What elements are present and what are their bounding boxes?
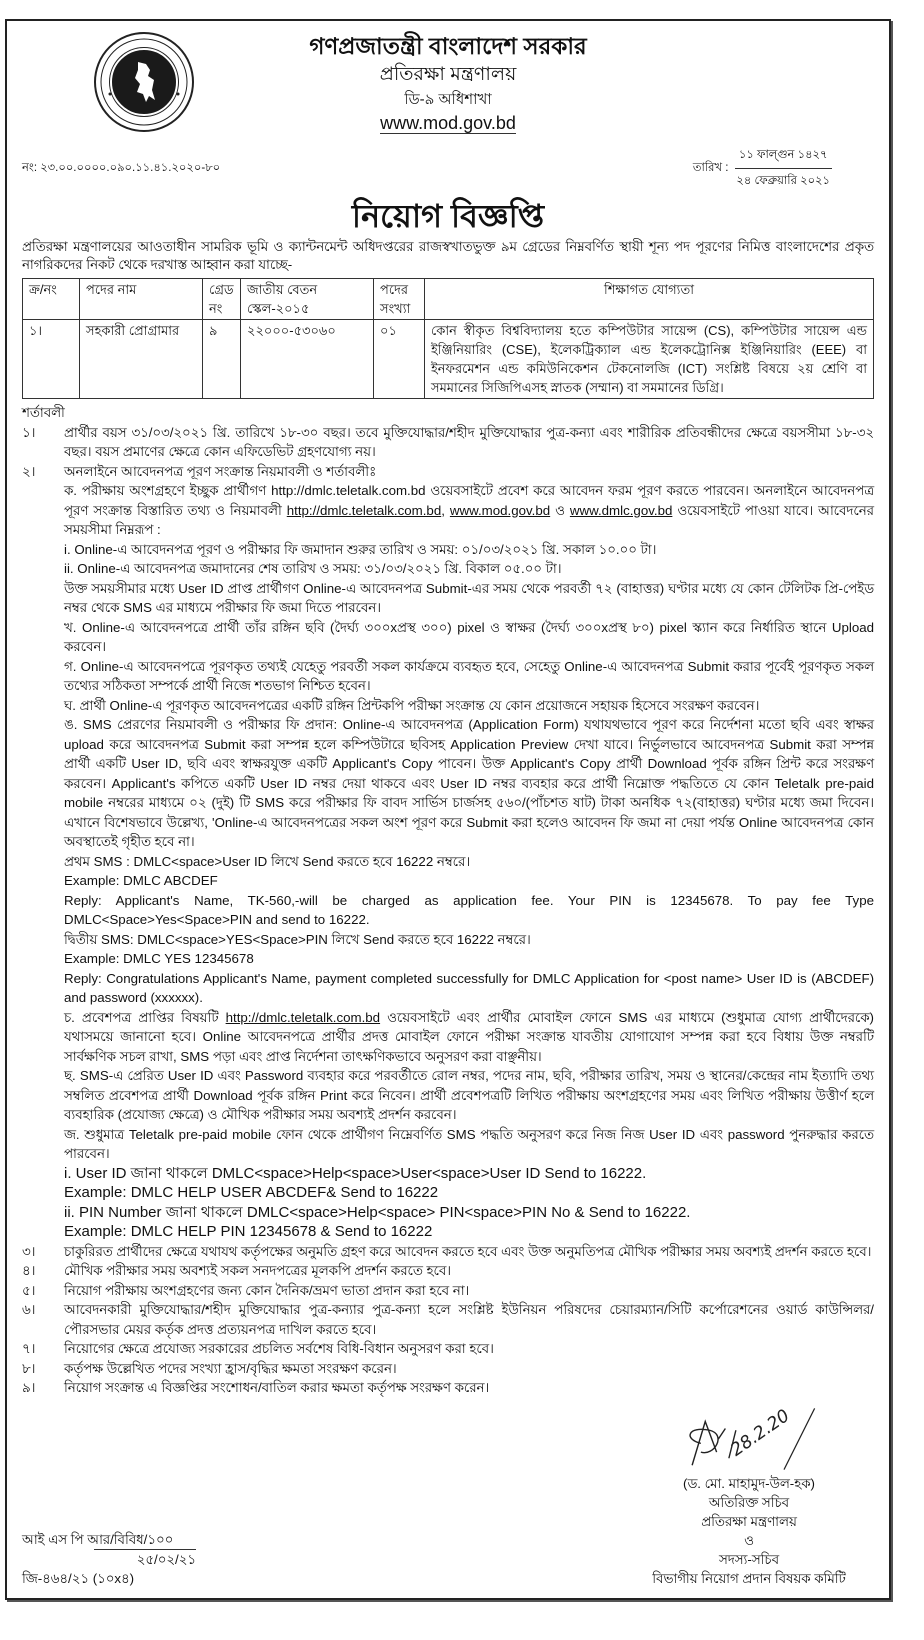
condition-paragraph: প্রথম SMS : DMLC<space>User ID লিখে Send করতে হবে 16222 নম্বরে। bbox=[64, 853, 471, 869]
ministry-name: প্রতিরক্ষা মন্ত্রণালয় bbox=[379, 64, 517, 85]
condition-paragraph: খ. Online-এ আবেদনপত্রে প্রার্থী তাঁর রঙ্গিন ছবি (দৈর্ঘ্য ৩০০xপ্রস্থ ৩০০) pixel ও স্বাক্ষর (দৈর্ঘ্য ৩০০xপ্রস্থ ৮০) pixel স্ক্যান করে নির্ধারিত স্থানে Upload করবেন। bbox=[64, 619, 874, 654]
svg-text:28.2.20: 28.2.20 bbox=[727, 1405, 794, 1461]
condition-number: ১। bbox=[22, 424, 36, 440]
website-link: http://dmlc.teletalk.com.bd bbox=[286, 502, 442, 518]
cell-post-count: ০১ bbox=[374, 320, 425, 399]
condition-item bbox=[22, 1242, 874, 1262]
condition-paragraph: Example: DMLC ABCDEF bbox=[64, 873, 218, 888]
memo-number: নং: ২৩.০০.০০০০.০৯০.১১.৪১.২০২০-৮০ bbox=[22, 162, 221, 174]
header-serial: ক্র/নং bbox=[23, 279, 80, 320]
header-qualification: শিক্ষাগত যোগ্যতা bbox=[425, 279, 874, 320]
signature-block bbox=[652, 1474, 846, 1588]
condition-paragraph: ছ. SMS-এ প্রেরিত User ID এবং Password ব্যবহার করে পরবর্তীতে রোল নম্বর, পদের নাম, ছবি, পরীক্ষার তারিখ, সময় ও স্থানের/কেন্দ্রের নাম ইত্যাদি তথ্য সম্বলিত প্রবেশপত্র প্রার্থী Download পূর্বক রঙ্গিন Print করে নিবেন। প্রার্থী প্রবেশপত্রটি লিখিত পরীক্ষায় অংশগ্রহণের সময় এবং লিখিত পরীক্ষায় উত্তীর্ণ হলে ব্যবহারিক (প্রযোজ্য ক্ষেত্রে) ও মৌখিক পরীক্ষার সময় অবশ্যই প্রদর্শন করবেন। bbox=[64, 1068, 874, 1122]
conditions-section bbox=[22, 403, 874, 1398]
condition-paragraph: নিয়োগ সংক্রান্ত এ বিজ্ঞপ্তির সংশোধন/বাতিল করার ক্ষমতা কর্তৃপক্ষ সংরক্ষণ করেন। bbox=[64, 1380, 490, 1395]
condition-number: ৩। bbox=[22, 1243, 36, 1259]
signatory-office: প্রতিরক্ষা মন্ত্রণালয় bbox=[701, 1513, 797, 1529]
signatory-and: ও bbox=[744, 1532, 754, 1548]
ispr-reference: আই এস পি আর/বিবিধ/১০০ bbox=[22, 1531, 174, 1547]
condition-paragraph: জ. শুধুমাত্র Teletalk pre-paid mobile ফোন থেকে প্রার্থীগণ নিম্নেবর্ণিত SMS পদ্ধতি অনুসরণ করে নিজ নিজ User ID এবং password পুনরুদ্ধার করতে পারবেন। bbox=[64, 1126, 874, 1161]
condition-item bbox=[22, 1339, 874, 1359]
condition-paragraph: i. User ID জানা থাকলে DMLC<space>Help<space>User<space>User ID Send to 16222. bbox=[64, 1164, 647, 1182]
intro-paragraph: প্রতিরক্ষা মন্ত্রণালয়ের আওতাধীন সামরিক ভূমি ও ক্যান্টনমেন্ট অধিদপ্তরের রাজস্বখাতভুক্ত ৯ম গ্রেডের নিম্নবর্ণিত স্থায়ী শূন্য পদ পূরণের নিমিত্ত বাংলাদেশের প্রকৃত নাগরিকদের নিকট থেকে দরখাস্ত আহ্বান করা যাচ্ছে- bbox=[22, 239, 874, 272]
cell-pay-scale: ২২০০০-৫৩০৬০ bbox=[241, 320, 374, 399]
bottom-section bbox=[22, 1404, 874, 1588]
text-segment: ক. পরীক্ষায় অংশগ্রহণে ইচ্ছুক প্রার্থীগণ http://dmlc.teletalk.com.bd ওয়েবসাইটে প্রবেশ করে আবেদন ফরম পূরণ করতে পারবেন। অনলাইনে আবেদনপত্র পূরণ সংক্রান্ত বিস্তারিত তথ্য ও নিয়মাবলী bbox=[64, 483, 874, 518]
condition-paragraph: Example: DMLC HELP USER ABCDEF& Send to 16222 bbox=[64, 1184, 439, 1201]
condition-item bbox=[22, 1359, 874, 1379]
condition-paragraph: i. Online-এ আবেদনপত্র পূরণ ও পরীক্ষার ফি জমাদান শুরুর তারিখ ও সময়: ০১/০৩/২০২১ খ্রি. সকাল ১০.০০ টা। bbox=[64, 541, 657, 557]
condition-number: ৮। bbox=[22, 1360, 36, 1376]
bangladesh-map-icon bbox=[132, 60, 158, 104]
condition-paragraph: চাকুরিরত প্রার্থীদের ক্ষেত্রে যথাযথ কর্তৃপক্ষের অনুমতি গ্রহণ করে আবেদন করতে হবে এবং উক্ত অনুমতিপত্র মৌখিক পরীক্ষার সময় অবশ্যই প্রদর্শন করতে হবে। bbox=[64, 1243, 872, 1259]
cell-qualification: কোন স্বীকৃত বিশ্ববিদ্যালয় হতে কম্পিউটার সায়েন্স (CS), কম্পিউটার সায়েন্স এন্ড ইঞ্জিনিয়ারিং (CSE), ইলেকট্রিক্যাল এন্ড ইলেকট্রোনিক্স ইঞ্জিনিয়ারিং (EEE) বা ইনফরমেশন এন্ড কমিউনিকেশন টেকনোলজি (ICT) সংশ্লিষ্ট বিষয়ে ২য় শ্রেণি বা সমমানের সিজিপিএসহ স্নাতক (সম্মান) বা সমমানের ডিগ্রি। bbox=[425, 320, 874, 399]
condition-paragraph: Reply: Congratulations Applicant's Name, payment completed successfully for DMLC Application for <post name> User ID is (ABCDEF) and password (xxxxxx). bbox=[64, 970, 874, 1005]
text-segment: ওয়েবসাইটে এবং প্রার্থীর মোবাইল ফোনে SMS এর মাধ্যমে (শুধুমাত্র যোগ্য প্রার্থীদেরকে) যথাসময়ে জানানো হবে। Online আবেদনপত্রে প্রার্থীর প্রদত্ত মোবাইল ফোনে পরীক্ষা সংক্রান্ত যাবতীয় যোগাযোগ সম্পন্ন করা হবে বিধায় উক্ত নম্বরটি সার্বক্ষণিক সচল রাখা, SMS পড়া এবং প্রাপ্ত নির্দেশনা তাৎক্ষণিকভাবে অনুসরণ করা বাঞ্ছনীয়। bbox=[64, 1009, 874, 1064]
cell-grade: ৯ bbox=[203, 320, 241, 399]
condition-number: ৭। bbox=[22, 1341, 36, 1356]
page-title: নিয়োগ বিজ্ঞপ্তি bbox=[351, 198, 545, 234]
signatory-name: (ড. মো. মাহামুদ-উল-হক) bbox=[683, 1475, 815, 1491]
date-block bbox=[693, 143, 834, 194]
date-label: তারিখ : bbox=[692, 162, 729, 174]
footer-block bbox=[22, 1530, 196, 1588]
website-link: www.mod.gov.bd bbox=[380, 113, 516, 133]
table-header-row bbox=[23, 279, 874, 320]
table-row bbox=[23, 320, 874, 399]
condition-text bbox=[64, 1339, 874, 1359]
condition-text bbox=[64, 1359, 874, 1379]
condition-paragraph: Reply: Applicant's Name, TK-560,-will be charged as application fee. Your PIN is 12345678. To pay fee Type DMLC<Space>Yes<Space>PIN and send to 16222. bbox=[64, 892, 874, 927]
condition-paragraph: উক্ত সময়সীমার মধ্যে User ID প্রাপ্ত প্রার্থীগণ Online-এ আবেদনপত্র Submit-এর সময় থেকে পরবর্তী ৭২ (বাহাত্তর) ঘণ্টার মধ্যে যে কোন টেলিটক প্রি-পেইড নম্বর থেকে SMS এর মাধ্যমে পরীক্ষার ফি জমা দিতে পারবেন। bbox=[64, 580, 874, 615]
condition-paragraph: গ. Online-এ আবেদনপত্রে পূরণকৃত তথ্যই যেহেতু পরবর্তী সকল কার্যক্রমে ব্যবহৃত হবে, সেহেতু Online-এ আবেদনপত্র Submit করার পূর্বেই পূরণকৃত সকল তথ্যের সঠিকতা সম্পর্কে প্রার্থী নিজে শতভাগ নিশ্চিত হবেন। bbox=[64, 658, 874, 693]
ispr-date: ২৫/০২/২১ bbox=[94, 1549, 196, 1569]
signatory-committee: বিভাগীয় নিয়োগ প্রদান বিষয়ক কমিটি bbox=[652, 1570, 846, 1586]
date-english: ২৪ ফেব্রুয়ারি ২০২১ bbox=[736, 175, 830, 187]
condition-text bbox=[64, 1261, 874, 1281]
date-values bbox=[732, 143, 834, 194]
branch-name: ডি-৯ অধিশাখা bbox=[404, 91, 492, 108]
condition-paragraph: ঙ. SMS প্রেরণের নিয়মাবলী ও পরীক্ষার ফি প্রদান: Online-এ আবেদনপত্র (Application Form) যথাযথভাবে পূরণ করে নির্দেশনা মতো ছবি এবং স্বাক্ষর upload করে আবেদনপত্র Submit করা সম্পন্ন হলে কম্পিউটারে ছবিসহ Application Preview দেখা যাবে। নির্ভুলভাবে আবেদনপত্র Submit করা সম্পন্ন প্রার্থী একটি User ID, ছবি এবং স্বাক্ষরযুক্ত একটি Applicant's Copy পাবেন। উক্ত Applicant's Copy প্রার্থী Download পূর্বক রঙ্গিন প্রিন্ট করে সংরক্ষণ করবেন। Applicant's কপিতে একটি User ID নম্বর দেয়া থাকবে এবং User ID নম্বর ব্যবহার করে প্রার্থী নিম্নোক্ত পদ্ধতিতে যে কোন Teletalk pre-paid mobile নম্বরের মাধ্যমে ০২ (দুই) টি SMS করে পরীক্ষার ফি বাবদ সার্ভিস চার্জসহ ৫৬০/(পাঁচশত ষাট) টাকা অনধিক ৭২(বাহাত্তর) ঘণ্টার মধ্যে জমা দিবেন। এখানে বিশেষভাবে উল্লেখ্য, 'Online-এ আবেদনপত্রের সকল অংশ পূরণ করে Submit করা হলেও আবেদন ফি জমা না দেয়া পর্যন্ত Online আবেদনপত্র কোন অবস্থাতেই গৃহীত হবে না। bbox=[64, 717, 874, 849]
condition-number: ২। bbox=[22, 463, 36, 479]
conditions-list bbox=[22, 423, 874, 1398]
signature-area bbox=[624, 1404, 874, 1588]
condition-item bbox=[22, 1261, 874, 1281]
condition-item bbox=[22, 1378, 874, 1398]
condition-number: ৫। bbox=[22, 1282, 36, 1298]
condition-text bbox=[64, 1300, 874, 1339]
condition-text bbox=[64, 1281, 874, 1301]
posts-table bbox=[22, 278, 874, 399]
condition-paragraph: ii. PIN Number জানা থাকলে DMLC<space>Help<space> PIN<space>PIN No & Send to 16222. bbox=[64, 1203, 691, 1221]
header-post-name: পদের নাম bbox=[80, 279, 203, 320]
condition-item bbox=[22, 423, 874, 462]
cell-serial: ১। bbox=[23, 320, 80, 399]
document-frame bbox=[5, 19, 891, 1600]
condition-text bbox=[64, 462, 874, 1242]
header-grade: গ্রেড নং bbox=[203, 279, 241, 320]
website-link: www.mod.gov.bd bbox=[449, 502, 551, 518]
condition-paragraph: কর্তৃপক্ষ উল্লেখিত পদের সংখ্যা হ্রাস/বৃদ্ধির ক্ষমতা সংরক্ষণ করেন। bbox=[64, 1360, 397, 1376]
condition-item bbox=[22, 1300, 874, 1339]
condition-text bbox=[64, 1378, 874, 1398]
condition-item bbox=[22, 462, 874, 1242]
text-segment: ও bbox=[550, 502, 570, 518]
text-segment: , bbox=[441, 502, 450, 518]
condition-item bbox=[22, 1281, 874, 1301]
header-post-count: পদের সংখ্যা bbox=[374, 279, 425, 320]
condition-text bbox=[64, 423, 874, 462]
seal-center bbox=[110, 48, 178, 116]
signatory-designation: অতিরিক্ত সচিব bbox=[708, 1494, 790, 1510]
condition-paragraph bbox=[64, 481, 874, 540]
cell-post-name: সহকারী প্রোগ্রামার bbox=[80, 320, 203, 399]
g-number: জি-৪৬৪/২১ (১০x৪) bbox=[22, 1570, 135, 1586]
condition-paragraph: দ্বিতীয় SMS: DMLC<space>YES<Space>PIN লিখে Send করতে হবে 16222 নম্বরে। bbox=[64, 931, 531, 947]
condition-paragraph: নিয়োগ পরীক্ষায় অংশগ্রহণের জন্য কোন দৈনিক/ভ্রমণ ভাতা প্রদান করা হবে না। bbox=[64, 1282, 470, 1298]
condition-paragraph: প্রার্থীর বয়স ৩১/০৩/২০২১ খ্রি. তারিখে ১৮-৩০ বছর। তবে মুক্তিযোদ্ধার/শহীদ মুক্তিযোদ্ধার পুত্র-কন্যা এবং শারীরিক প্রতিবন্ধীদের ক্ষেত্রে বয়সসীমা ১৮-৩২ বছর। বয়স প্রমাণের ক্ষেত্রে কোন এফিডেভিট গ্রহণযোগ্য নয়। bbox=[64, 424, 874, 459]
condition-paragraph: ii. Online-এ আবেদনপত্র জমাদানের শেষ তারিখ ও সময়: ৩১/০৩/২০২১ খ্রি. বিকাল ০৫.০০ টা। bbox=[64, 561, 562, 576]
condition-paragraph: ঘ. প্রার্থী Online-এ পূরণকৃত আবেদনপত্রের একটি রঙ্গিন প্রিন্টকপি পরীক্ষা সংক্রান্ত যে কোন প্রয়োজনে সহায়ক হিসেবে সংরক্ষণ করবেন। bbox=[64, 697, 760, 713]
header-pay-scale: জাতীয় বেতন স্কেল-২০১৫ bbox=[241, 279, 374, 320]
condition-paragraph: Example: DMLC YES 12345678 bbox=[64, 951, 254, 966]
condition-text bbox=[64, 1242, 874, 1262]
condition-paragraph: আবেদনকারী মুক্তিযোদ্ধার/শহীদ মুক্তিযোদ্ধার পুত্র-কন্যার পুত্র-কন্যা হলে সংশ্লিষ্ট ইউনিয়ন পরিষদের চেয়ারম্যান/সিটি কর্পোরেশনের ওয়ার্ড কাউন্সিলর/পৌরসভার মেয়র কর্তৃক প্রদত্ত প্রত্যয়নপত্র দাখিল করতে হবে। bbox=[64, 1302, 874, 1337]
condition-paragraph bbox=[64, 1008, 874, 1067]
condition-number: ৬। bbox=[22, 1302, 36, 1317]
condition-paragraph: নিয়োগের ক্ষেত্রে প্রযোজ্য সরকারের প্রচলিত সর্বশেষ বিধি-বিধান অনুসরণ করা হবে। bbox=[64, 1341, 494, 1356]
condition-number: ৪। bbox=[22, 1263, 36, 1278]
condition-paragraph: Example: DMLC HELP PIN 12345678 & Send to 16222 bbox=[64, 1223, 433, 1240]
website-link: http://dmlc.teletalk.com.bd bbox=[225, 1009, 381, 1025]
website-link: www.dmlc.gov.bd bbox=[569, 502, 673, 518]
conditions-title: শর্তাবলী bbox=[22, 405, 65, 420]
condition-number: ৯। bbox=[22, 1380, 36, 1395]
signatory-role: সদস্য-সচিব bbox=[718, 1551, 779, 1567]
memo-date-row bbox=[22, 143, 874, 194]
text-segment: চ. প্রবেশপত্র প্রাপ্তির বিষয়টি bbox=[64, 1009, 226, 1025]
government-name: গণপ্রজাতন্ত্রী বাংলাদেশ সরকার bbox=[309, 33, 587, 59]
text-segment: ওয়েবসাইটে পাওয়া যাবে। আবেদনের সময়সীমা নিম্নরূপ : bbox=[64, 502, 874, 537]
condition-paragraph: অনলাইনে আবেদনপত্র পূরণ সংক্রান্ত নিয়মাবলী ও শর্তাবলীঃ bbox=[64, 463, 377, 479]
date-bangla: ১১ ফাল্গুন ১৪২৭ bbox=[735, 143, 832, 169]
handwritten-signature-icon bbox=[664, 1404, 834, 1474]
government-seal-logo bbox=[94, 32, 194, 132]
condition-paragraph: মৌখিক পরীক্ষার সময় অবশ্যই সকল সনদপত্রের মূলকপি প্রদর্শন করতে হবে। bbox=[64, 1263, 452, 1278]
